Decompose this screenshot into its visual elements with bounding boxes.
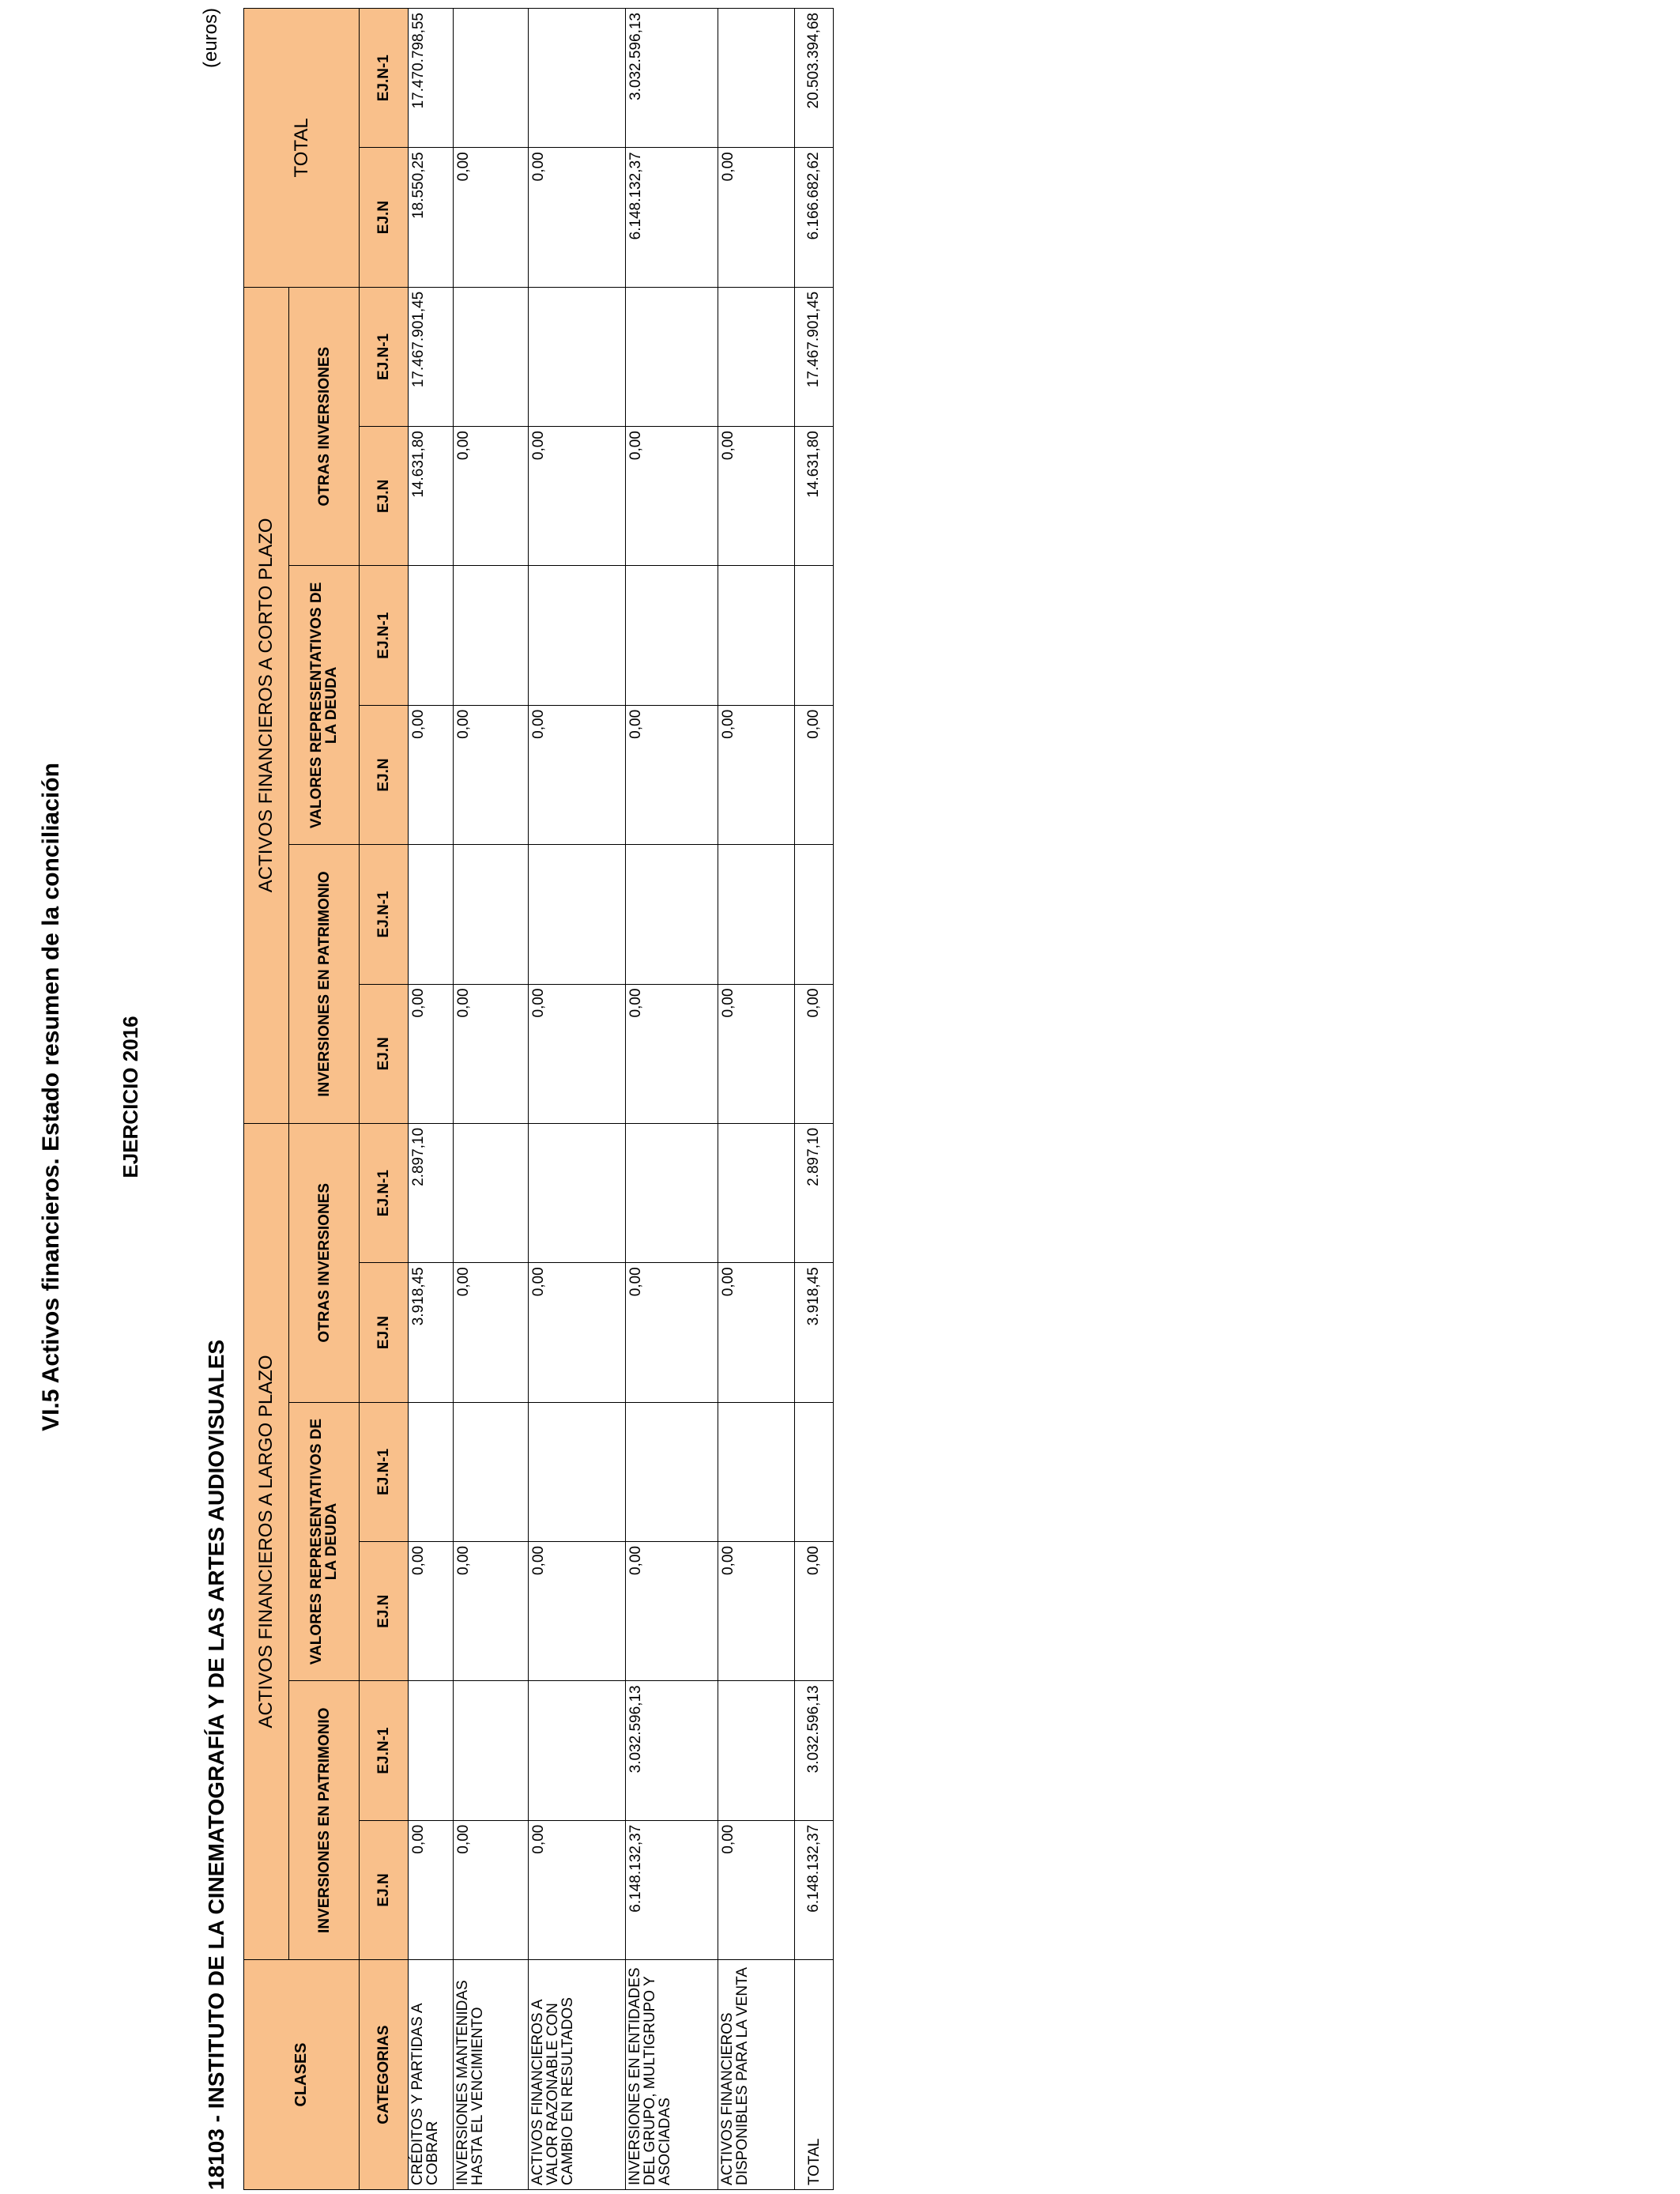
cell-value: 0,00 <box>718 984 795 1123</box>
row-category: TOTAL <box>795 1960 834 2190</box>
cell-value: 0,00 <box>718 1542 795 1681</box>
table-row <box>454 9 529 2190</box>
cell-value: 0,00 <box>529 1542 626 1681</box>
cell-value <box>529 9 626 148</box>
cell-value <box>454 287 529 426</box>
cell-value: 0,00 <box>718 427 795 566</box>
col-ej-n: EJ.N <box>360 148 409 287</box>
categorias-header: CATEGORIAS <box>360 1960 409 2190</box>
cell-value: 0,00 <box>626 1542 718 1681</box>
cell-value: 0,00 <box>795 705 834 844</box>
table-row <box>718 9 795 2190</box>
cell-value <box>718 1123 795 1262</box>
cell-value: 0,00 <box>718 705 795 844</box>
cell-value <box>529 566 626 705</box>
table-row <box>626 9 718 2190</box>
long-term-header: ACTIVOS FINANCIEROS A LARGO PLAZO <box>244 1123 289 1959</box>
cell-value: 0,00 <box>409 1820 454 1959</box>
entity-name: 18103 - INSTITUTO DE LA CINEMATOGRAFÍA Y DE LAS ARTES AUDIOVISUALES <box>204 1339 228 2190</box>
cell-value <box>626 566 718 705</box>
cell-value: 0,00 <box>454 427 529 566</box>
cell-value <box>795 845 834 984</box>
cell-value <box>795 1402 834 1541</box>
cell-value <box>718 845 795 984</box>
row-category: INVERSIONES EN ENTIDADES DEL GRUPO, MULTIGRUPO Y ASOCIADAS <box>626 1960 718 2190</box>
lp-otras-header: OTRAS INVERSIONES <box>289 1123 360 1402</box>
cell-value <box>529 1123 626 1262</box>
cell-value <box>454 1402 529 1541</box>
cell-value: 0,00 <box>529 148 626 287</box>
cell-value <box>718 287 795 426</box>
col-ej-n: EJ.N <box>360 705 409 844</box>
cell-value: 6.148.132,37 <box>626 1820 718 1959</box>
cell-value: 2.897,10 <box>795 1123 834 1262</box>
row-category: INVERSIONES MANTENIDAS HASTA EL VENCIMIENTO <box>454 1960 529 2190</box>
table-row <box>409 9 454 2190</box>
cell-value: 3.918,45 <box>795 1263 834 1402</box>
exercise-year: EJERCICIO 2016 <box>119 1016 142 1178</box>
cell-value <box>409 566 454 705</box>
cell-value: 0,00 <box>454 1263 529 1402</box>
cell-value: 0,00 <box>454 984 529 1123</box>
cell-value: 0,00 <box>626 705 718 844</box>
short-term-header: ACTIVOS FINANCIEROS A CORTO PLAZO <box>244 287 289 1123</box>
cell-value: 0,00 <box>529 427 626 566</box>
cell-value: 0,00 <box>529 984 626 1123</box>
cell-value: 3.032.596,13 <box>795 1681 834 1820</box>
cell-value: 0,00 <box>529 705 626 844</box>
cell-value: 0,00 <box>795 1542 834 1681</box>
cell-value <box>626 1123 718 1262</box>
table-row <box>529 9 626 2190</box>
col-ej-n1: EJ.N-1 <box>360 287 409 426</box>
cell-value: 0,00 <box>718 1820 795 1959</box>
cell-value: 6.166.682,62 <box>795 148 834 287</box>
cell-value <box>454 566 529 705</box>
cell-value: 0,00 <box>626 984 718 1123</box>
lp-patrimonio-header: INVERSIONES EN PATRIMONIO <box>289 1681 360 1960</box>
cell-value <box>626 287 718 426</box>
cell-value: 3.032.596,13 <box>626 1681 718 1820</box>
cell-value: 0,00 <box>454 148 529 287</box>
cell-value: 2.897,10 <box>409 1123 454 1262</box>
cell-value: 0,00 <box>529 1263 626 1402</box>
cell-value <box>718 566 795 705</box>
cell-value <box>409 1402 454 1541</box>
col-ej-n: EJ.N <box>360 1542 409 1681</box>
cell-value: 17.470.798,55 <box>409 9 454 148</box>
cell-value: 3.918,45 <box>409 1263 454 1402</box>
cell-value: 0,00 <box>626 427 718 566</box>
lp-valores-header: VALORES REPRESENTATIVOS DE LA DEUDA <box>289 1402 360 1681</box>
cell-value: 17.467.901,45 <box>409 287 454 426</box>
cell-value: 0,00 <box>454 1820 529 1959</box>
cell-value <box>626 845 718 984</box>
reconciliation-table <box>243 8 834 2190</box>
cell-value: 14.631,80 <box>795 427 834 566</box>
cell-value: 0,00 <box>718 148 795 287</box>
cell-value <box>409 845 454 984</box>
report-title: VI.5 Activos financieros. Estado resumen de la conciliación <box>38 763 64 1431</box>
cell-value: 0,00 <box>409 1542 454 1681</box>
col-ej-n: EJ.N <box>360 984 409 1123</box>
cell-value <box>626 1402 718 1541</box>
cell-value <box>718 1681 795 1820</box>
cell-value: 17.467.901,45 <box>795 287 834 426</box>
cell-value: 6.148.132,37 <box>626 148 718 287</box>
cell-value: 0,00 <box>795 984 834 1123</box>
cell-value: 0,00 <box>409 705 454 844</box>
cell-value <box>795 566 834 705</box>
cell-value <box>529 287 626 426</box>
cell-value: 0,00 <box>529 1820 626 1959</box>
col-ej-n1: EJ.N-1 <box>360 1681 409 1820</box>
cell-value <box>454 845 529 984</box>
cell-value: 0,00 <box>454 705 529 844</box>
cell-value <box>718 1402 795 1541</box>
cell-value: 18.550,25 <box>409 148 454 287</box>
cell-value <box>454 1123 529 1262</box>
cell-value <box>529 845 626 984</box>
cell-value: 20.503.394,68 <box>795 9 834 148</box>
col-ej-n1: EJ.N-1 <box>360 566 409 705</box>
cp-patrimonio-header: INVERSIONES EN PATRIMONIO <box>289 845 360 1124</box>
cell-value <box>409 1681 454 1820</box>
cell-value: 0,00 <box>454 1542 529 1681</box>
total-row <box>795 9 834 2190</box>
cell-value <box>529 1681 626 1820</box>
currency-unit: (euros) <box>200 7 221 68</box>
cell-value <box>529 1402 626 1541</box>
col-ej-n: EJ.N <box>360 427 409 566</box>
cell-value: 6.148.132,37 <box>795 1820 834 1959</box>
col-ej-n1: EJ.N-1 <box>360 9 409 148</box>
cell-value <box>718 9 795 148</box>
cell-value <box>454 9 529 148</box>
cell-value: 0,00 <box>626 1263 718 1402</box>
cell-value: 3.032.596,13 <box>626 9 718 148</box>
cp-valores-header: VALORES REPRESENTATIVOS DE LA DEUDA <box>289 566 360 845</box>
cell-value: 14.631,80 <box>409 427 454 566</box>
row-category: ACTIVOS FINANCIEROS A VALOR RAZONABLE CON CAMBIO EN RESULTADOS <box>529 1960 626 2190</box>
row-category: CRÉDITOS Y PARTIDAS A COBRAR <box>409 1960 454 2190</box>
row-category: ACTIVOS FINANCIEROS DISPONIBLES PARA LA VENTA <box>718 1960 795 2190</box>
cell-value: 0,00 <box>718 1263 795 1402</box>
clases-header: CLASES <box>244 1960 360 2190</box>
col-ej-n: EJ.N <box>360 1263 409 1402</box>
col-ej-n: EJ.N <box>360 1820 409 1959</box>
col-ej-n1: EJ.N-1 <box>360 1123 409 1262</box>
cp-otras-header: OTRAS INVERSIONES <box>289 287 360 566</box>
col-ej-n1: EJ.N-1 <box>360 845 409 984</box>
col-ej-n1: EJ.N-1 <box>360 1402 409 1541</box>
cell-value: 0,00 <box>409 984 454 1123</box>
cell-value <box>454 1681 529 1820</box>
total-header: TOTAL <box>244 9 360 288</box>
